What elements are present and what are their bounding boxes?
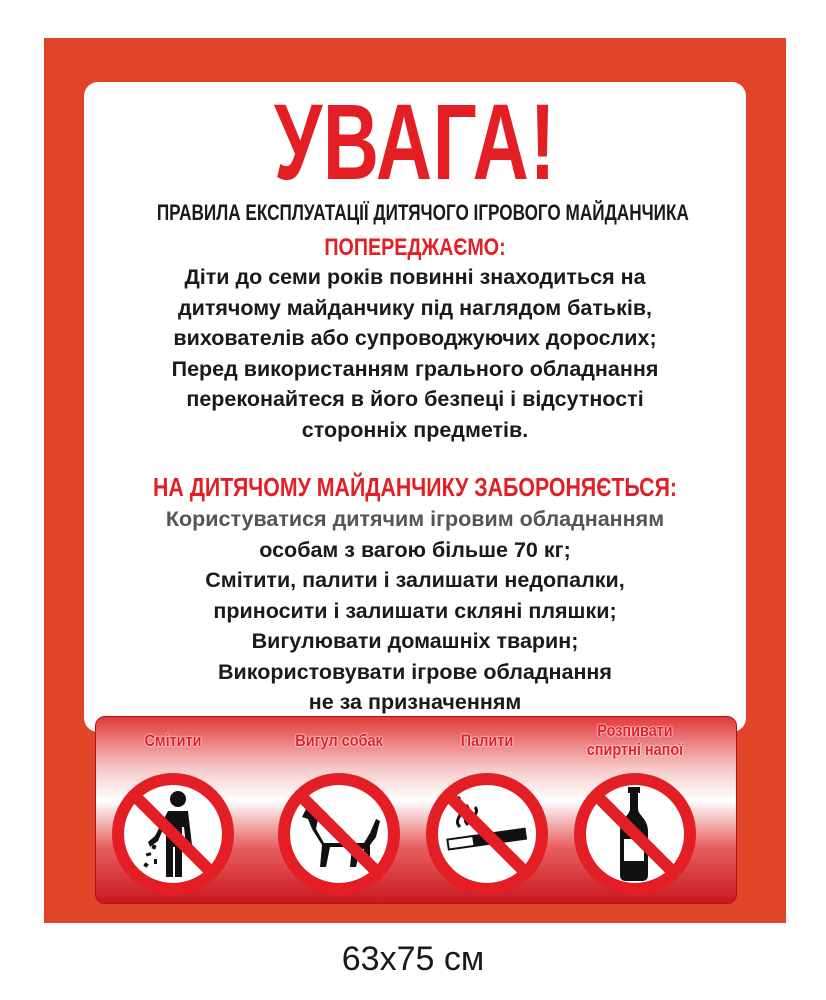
ban-line: Вигулювати домашніх тварин; <box>251 629 579 653</box>
no-smoking-icon <box>424 771 550 897</box>
sign-label: Вигул собак <box>295 731 383 750</box>
prohibition-sign-alcohol <box>560 717 710 903</box>
sign-label-line: Розпивати <box>597 721 673 740</box>
ban-line: Смітити, палити і залишати недопалки, <box>205 568 625 592</box>
warning-line: дитячому майданчику під наглядом батьків, <box>177 295 653 320</box>
no-dogs-icon <box>276 771 402 897</box>
no-alcohol-icon <box>572 771 698 897</box>
warning-line: переконайтеся в його безпеці і відсутності <box>186 387 644 411</box>
warning-heading: ПОПЕРЕДЖАЄМО: <box>324 234 506 261</box>
sign-frame <box>44 38 786 923</box>
sign-label <box>563 721 708 759</box>
sign-title: УВАГА! <box>273 81 557 202</box>
size-label: 63x75 см <box>341 940 485 978</box>
ban-line: не за призначенням <box>308 690 522 714</box>
ban-text <box>84 504 746 718</box>
warning-line: Діти до семи років повинні знаходиться на <box>184 265 646 289</box>
sign-label: Палити <box>460 731 514 750</box>
warning-line: вихователів або супроводжуючих дорослих; <box>173 326 657 350</box>
no-littering-icon <box>110 771 236 897</box>
prohibition-sign-littering <box>98 717 248 903</box>
ban-line: особам з вагою більше 70 кг; <box>259 537 571 562</box>
warning-text <box>84 262 746 445</box>
prohibition-sign-smoking <box>412 717 562 903</box>
prohibition-signs-bar <box>95 716 737 904</box>
sign-panel <box>84 82 746 732</box>
warning-line: сторонніх предметів. <box>301 417 529 442</box>
ban-line: приносити і залишати скляні пляшки; <box>213 598 617 623</box>
ban-line: Користуватися дитячим ігровим обладнанням <box>165 507 665 531</box>
sign-subtitle: ПРАВИЛА ЕКСПЛУАТАЦІЇ ДИТЯЧОГО ІГРОВОГО МАЙДАНЧИКА <box>156 200 689 225</box>
sign-label-line: спиртні напої <box>586 740 684 759</box>
warning-line: Перед використанням грального обладнання <box>171 356 659 381</box>
prohibition-sign-dogs <box>264 717 414 903</box>
sign-label: Смітити <box>144 731 202 750</box>
ban-line: Використовувати ігрове обладнання <box>218 659 612 684</box>
ban-heading: НА ДИТЯЧОМУ МАЙДАНЧИКУ ЗАБОРОНЯЄТЬСЯ: <box>152 472 678 502</box>
